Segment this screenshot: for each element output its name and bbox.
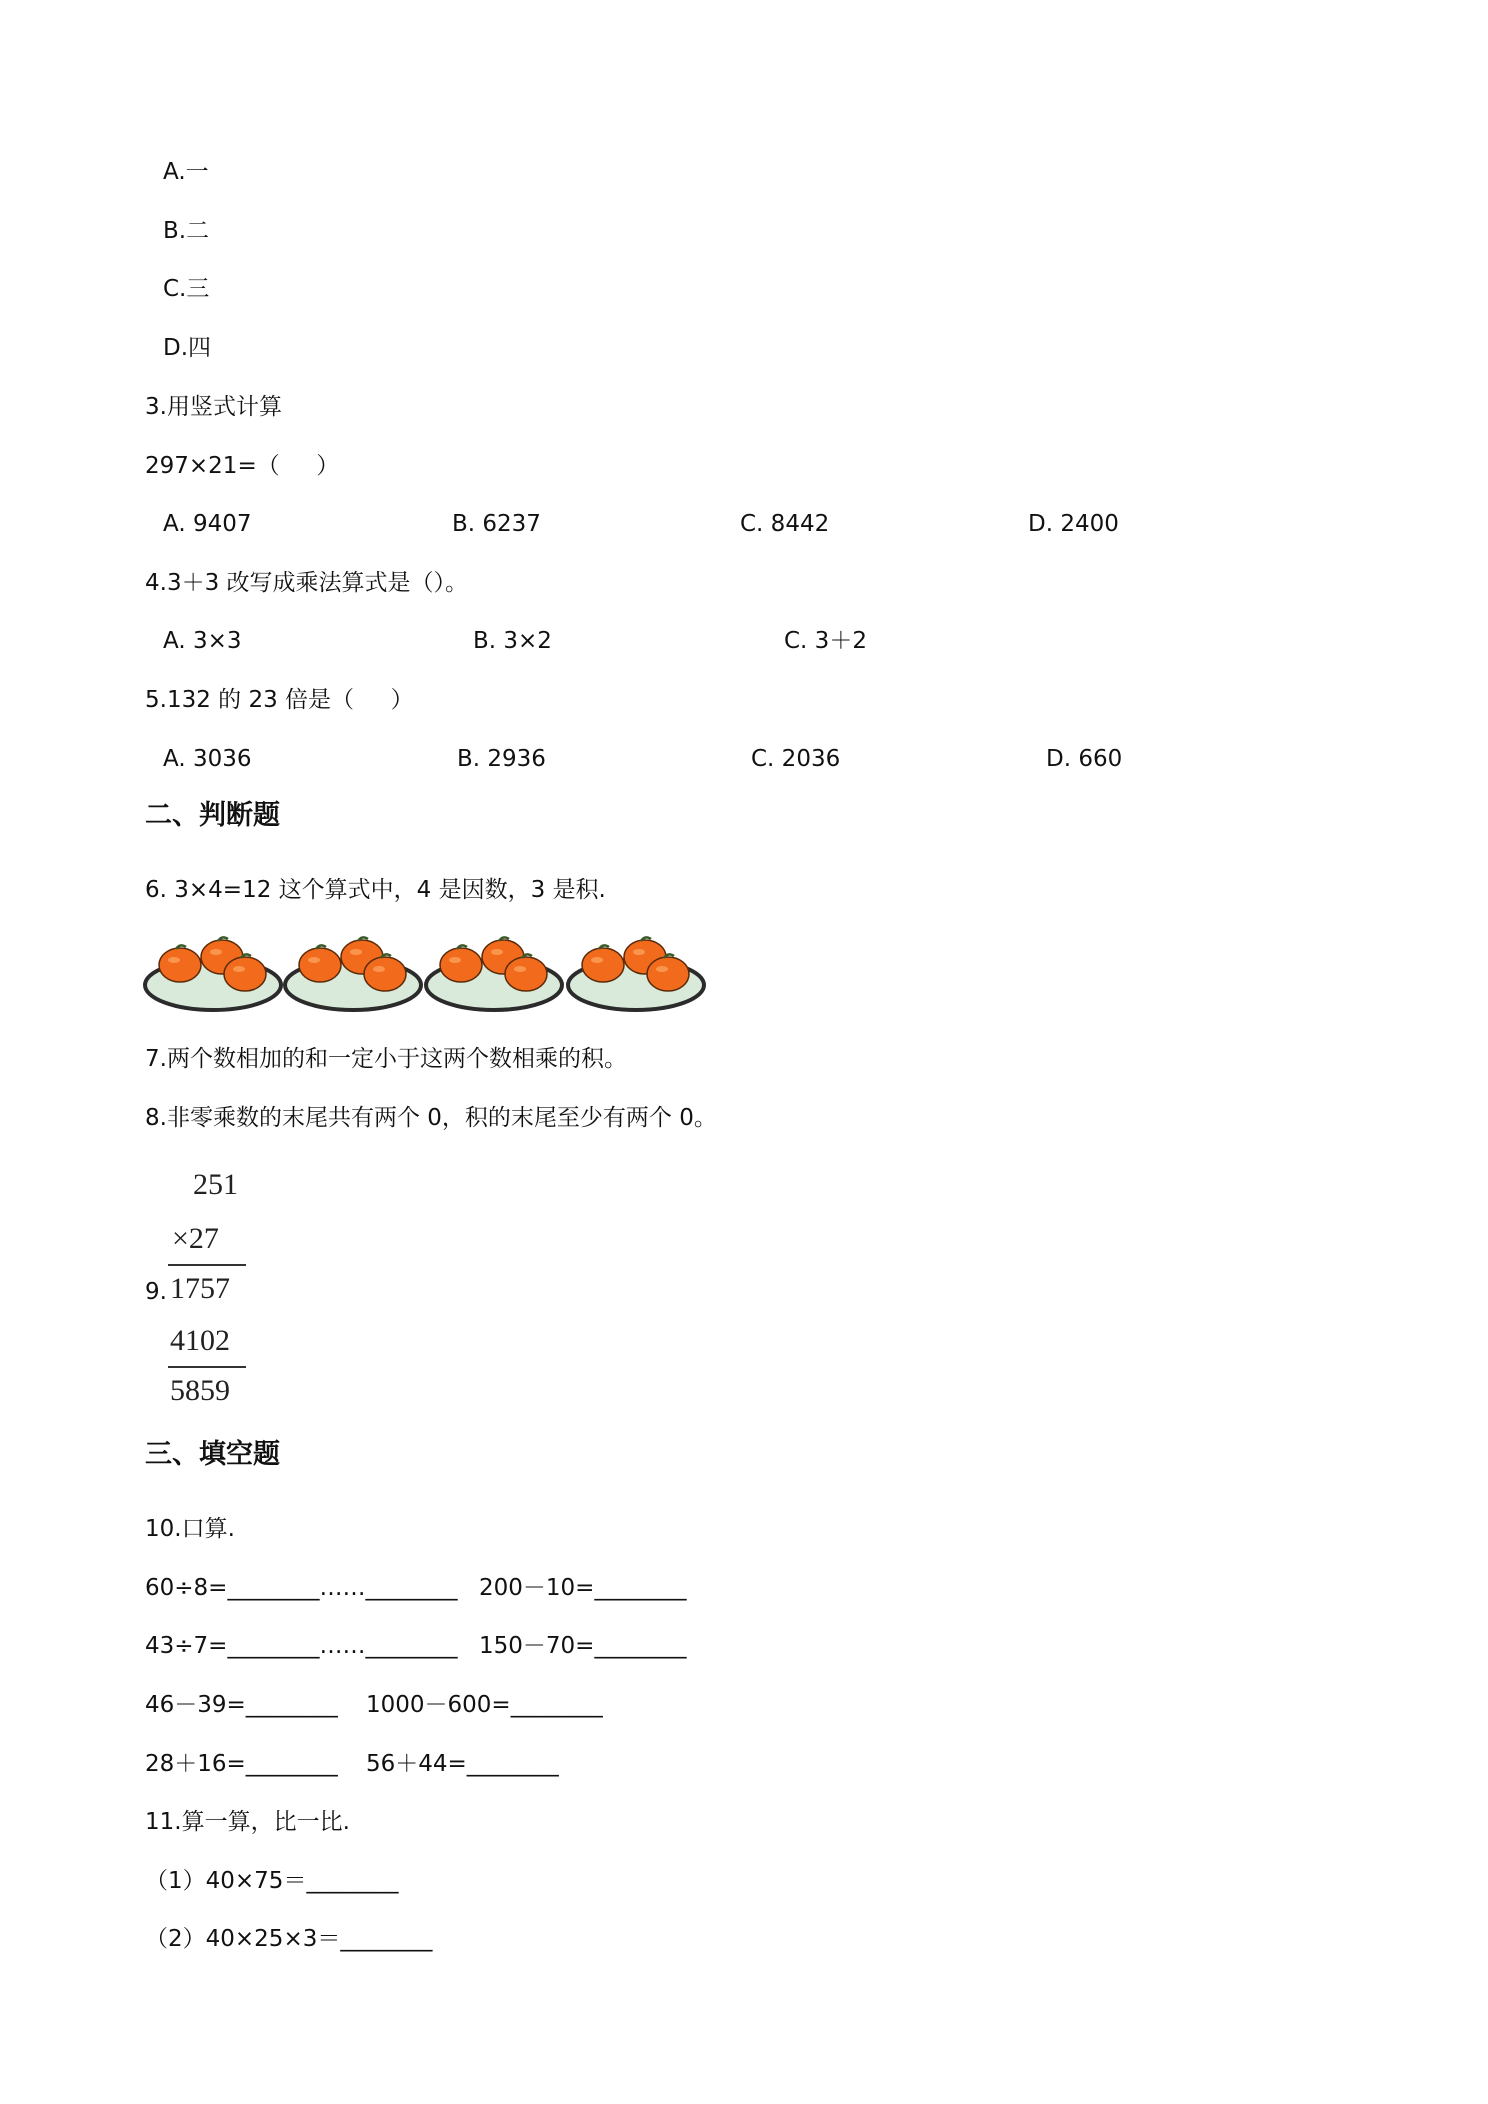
plate-1 <box>145 937 281 1010</box>
q2-option-b: B.二 <box>163 218 210 244</box>
q9-top-number: 251 <box>193 1168 238 1201</box>
q2-option-c: C.三 <box>163 276 210 302</box>
q4-option-b: B. 3×2 <box>473 628 552 654</box>
q2-option-a: A.一 <box>163 159 209 185</box>
q4-title: 4.3＋3 改写成乘法算式是（）。 <box>145 570 469 596</box>
q9-partial-2: 4102 <box>170 1324 230 1357</box>
section-heading-fill-in: 三、填空题 <box>145 1439 280 1470</box>
q9-result: 5859 <box>170 1374 230 1407</box>
q11-item-1: （1）40×75＝________ <box>145 1868 399 1894</box>
plate-3 <box>426 937 562 1010</box>
q11-item-2: （2）40×25×3＝________ <box>145 1926 433 1952</box>
q11-title: 11.算一算，比一比. <box>145 1809 350 1835</box>
q10-row3-a: 46－39=________ <box>145 1692 338 1718</box>
q5-option-d: D. 660 <box>1046 746 1123 772</box>
q4-option-c: C. 3＋2 <box>784 628 867 654</box>
q5-option-c: C. 2036 <box>751 746 841 772</box>
q4-option-a: A. 3×3 <box>163 628 242 654</box>
q3-option-a: A. 9407 <box>163 511 252 537</box>
plate-4 <box>568 937 704 1010</box>
section-heading-judgement: 二、判断题 <box>145 800 280 831</box>
q7-text: 7.两个数相加的和一定小于这两个数相乘的积。 <box>145 1046 627 1072</box>
q3-option-b: B. 6237 <box>452 511 541 537</box>
q10-row1-a: 60÷8=________……________ <box>145 1575 458 1601</box>
q3-title: 3.用竖式计算 <box>145 394 282 420</box>
q10-row2-b: 150－70=________ <box>479 1633 687 1659</box>
q6-text: 6. 3×4=12 这个算式中，4 是因数，3 是积. <box>145 877 606 903</box>
q2-option-d: D.四 <box>163 335 212 361</box>
q9-rule-1 <box>168 1264 246 1266</box>
q3-option-c: C. 8442 <box>740 511 830 537</box>
q3-option-d: D. 2400 <box>1028 511 1119 537</box>
q5-title: 5.132 的 23 倍是（ ） <box>145 687 414 713</box>
q9-rule-2 <box>168 1366 246 1368</box>
q3-expression: 297×21=（ ） <box>145 453 340 479</box>
q9-multiplier: ×27 <box>172 1222 219 1255</box>
q9-partial-1: 1757 <box>170 1272 230 1305</box>
q10-row3-b: 1000－600=________ <box>366 1692 603 1718</box>
oranges-on-plates-image <box>143 930 713 1015</box>
plate-2 <box>285 937 421 1010</box>
q10-row1-b: 200－10=________ <box>479 1575 687 1601</box>
q5-option-a: A. 3036 <box>163 746 252 772</box>
q10-row4-b: 56＋44=________ <box>366 1751 559 1777</box>
q10-row2-a: 43÷7=________……________ <box>145 1633 458 1659</box>
q8-text: 8.非零乘数的末尾共有两个 0，积的末尾至少有两个 0。 <box>145 1105 717 1131</box>
q10-title: 10.口算. <box>145 1516 235 1542</box>
q5-option-b: B. 2936 <box>457 746 546 772</box>
q9-label: 9. <box>145 1279 167 1305</box>
q10-row4-a: 28＋16=________ <box>145 1751 338 1777</box>
